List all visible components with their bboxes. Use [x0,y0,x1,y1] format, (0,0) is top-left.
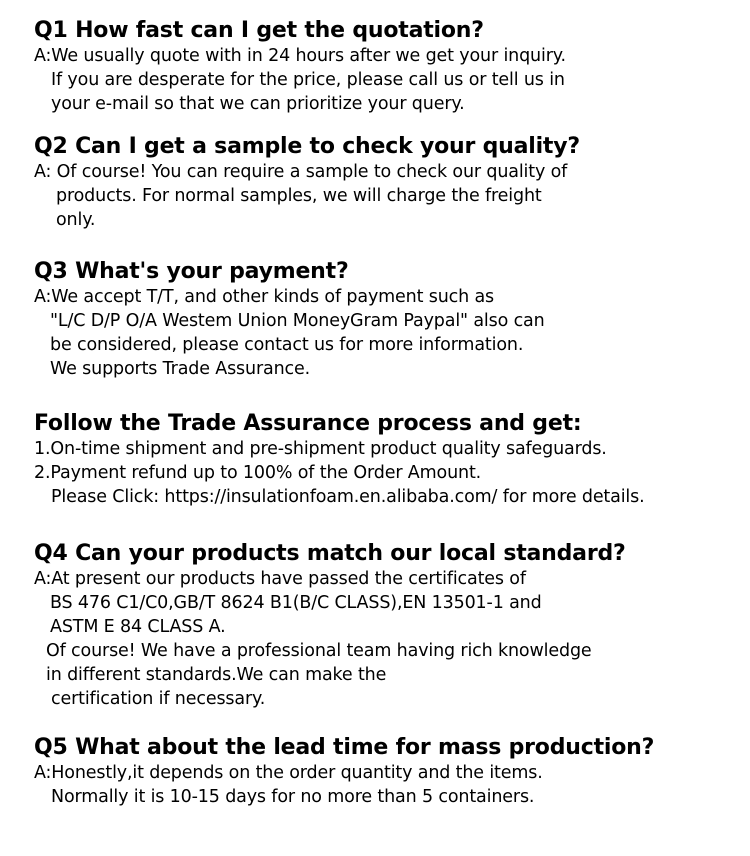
trade-assurance-section [34,411,744,509]
faq-q2-answer-line: only. [56,210,96,230]
faq-q4-answer-line: ASTM E 84 CLASS A. [50,617,226,637]
trade-assurance-heading: Follow the Trade Assurance process and get: [34,411,582,436]
faq-q4-answer-line: certification if necessary. [51,689,266,709]
faq-q3-section [34,259,744,381]
faq-q3-answer-line: We supports Trade Assurance. [50,359,311,379]
faq-q2-answer-line: A: Of course! You can require a sample to check our quality of [34,162,568,182]
faq-q3-question: Q3 What's your payment? [34,259,349,284]
faq-q5-section [34,735,744,809]
trade-assurance-line: 2.Payment refund up to 100% of the Order Amount. [34,463,482,483]
faq-q1-answer-line: If you are desperate for the price, please call us or tell us in [51,70,565,90]
trade-assurance-line: 1.On-time shipment and pre-shipment product quality safeguards. [34,439,607,459]
faq-q1-answer-line: your e-mail so that we can prioritize your query. [51,94,465,114]
faq-q4-answer-line: Of course! We have a professional team having rich knowledge [46,641,592,661]
faq-q1-section [34,18,744,116]
faq-q4-answer-line: A:At present our products have passed the certificates of [34,569,526,589]
trade-assurance-line: Please Click: https://insulationfoam.en.alibaba.com/ for more details. [51,487,645,507]
faq-q1-question: Q1 How fast can I get the quotation? [34,18,484,43]
faq-q3-answer-line: "L/C D/P O/A Westem Union MoneyGram Paypal" also can [50,311,545,331]
faq-q5-question: Q5 What about the lead time for mass production? [34,735,655,760]
faq-q5-answer-line: Normally it is 10-15 days for no more than 5 containers. [51,787,535,807]
faq-q4-question: Q4 Can your products match our local standard? [34,541,626,566]
faq-q5-answer-line: A:Honestly,it depends on the order quantity and the items. [34,763,543,783]
faq-q4-answer-line: BS 476 C1/C0,GB/T 8624 B1(B/C CLASS),EN 13501-1 and [50,593,542,613]
faq-q2-answer-line: products. For normal samples, we will charge the freight [56,186,542,206]
faq-q4-section [34,541,744,711]
faq-q2-section [34,134,744,232]
faq-q3-answer-line: be considered, please contact us for more information. [50,335,524,355]
faq-q1-answer-line: A:We usually quote with in 24 hours after we get your inquiry. [34,46,566,66]
faq-q2-question: Q2 Can I get a sample to check your quality? [34,134,580,159]
faq-q4-answer-line: in different standards.We can make the [46,665,387,685]
faq-q3-answer-line: A:We accept T/T, and other kinds of payment such as [34,287,495,307]
